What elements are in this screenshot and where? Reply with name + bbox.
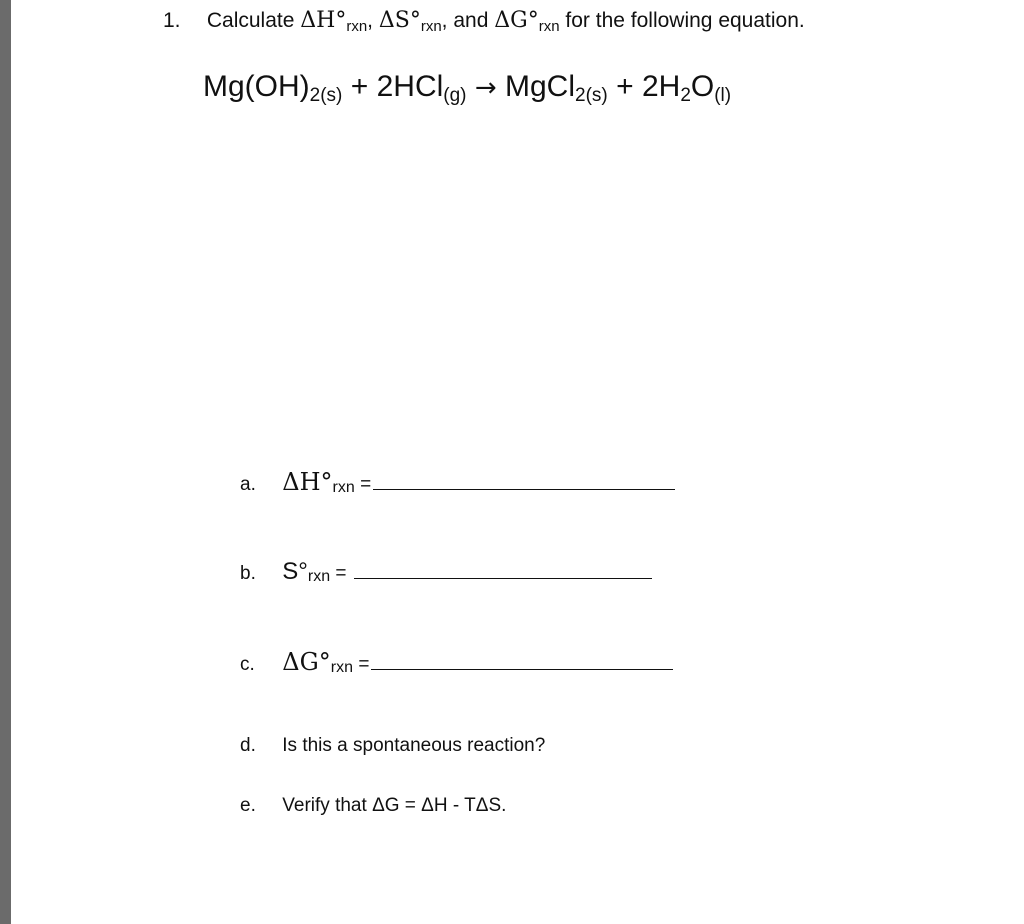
item-c (240, 648, 673, 676)
item-b-equals: = (335, 563, 347, 584)
item-c-letter: c. (240, 654, 255, 675)
item-d-text: Is this a spontaneous reaction? (282, 735, 546, 756)
answer-blank-c[interactable] (371, 668, 673, 670)
product-2-tail: O (690, 70, 715, 103)
reaction-arrow-icon: → (474, 73, 497, 103)
product-1: MgCl (505, 70, 576, 103)
rxn-sub-1: rxn (346, 18, 368, 35)
product-2-state: (l) (714, 85, 732, 106)
item-b-letter: b. (240, 563, 256, 584)
answer-blank-b[interactable] (354, 577, 652, 579)
and-text: and (453, 9, 489, 32)
product-2-subscript: 2 (680, 85, 691, 106)
answer-blank-a[interactable] (373, 488, 675, 490)
item-e (240, 795, 506, 817)
item-e-formula: ΔG = ΔH - TΔS (372, 795, 502, 816)
item-e-period: . (501, 795, 507, 816)
item-a-equals: = (360, 474, 372, 495)
item-e-letter: e. (240, 795, 256, 816)
delta-s-symbol: ΔS° (378, 8, 421, 33)
item-d-letter: d. (240, 735, 256, 756)
rxn-sub-2: rxn (420, 18, 442, 35)
reactant-1: Mg(OH) (203, 70, 310, 103)
item-a (240, 468, 675, 496)
comma-2: , (441, 9, 448, 32)
question-line (163, 8, 805, 33)
item-c-equals: = (358, 654, 370, 675)
item-a-letter: a. (240, 474, 256, 495)
rxn-sub-3: rxn (538, 18, 560, 35)
product-1-state: 2(s) (575, 85, 608, 106)
chemical-equation (203, 70, 731, 104)
delta-g-symbol: ΔG° (494, 8, 539, 33)
reactant-1-state: 2(s) (309, 85, 343, 106)
reactant-2: + 2HCl (350, 70, 444, 103)
page-edge-bar (0, 0, 11, 924)
question-number: 1. (163, 9, 181, 32)
item-c-sub: rxn (330, 659, 354, 676)
item-b-symbol: S° (282, 558, 308, 585)
comma-1: , (367, 9, 374, 32)
question-tail: for the following equation. (565, 9, 805, 32)
reactant-2-state: (g) (443, 85, 467, 106)
item-e-text: Verify that (282, 795, 373, 816)
delta-h-symbol: ΔH° (300, 8, 347, 33)
item-b (240, 558, 652, 586)
product-2: + 2H (616, 70, 681, 103)
calculate-text: Calculate (206, 9, 295, 32)
item-a-sub: rxn (332, 479, 355, 496)
item-d (240, 735, 545, 757)
item-a-symbol: ΔH° (282, 468, 333, 496)
item-c-symbol: ΔG° (282, 648, 331, 676)
item-b-sub: rxn (307, 568, 331, 585)
